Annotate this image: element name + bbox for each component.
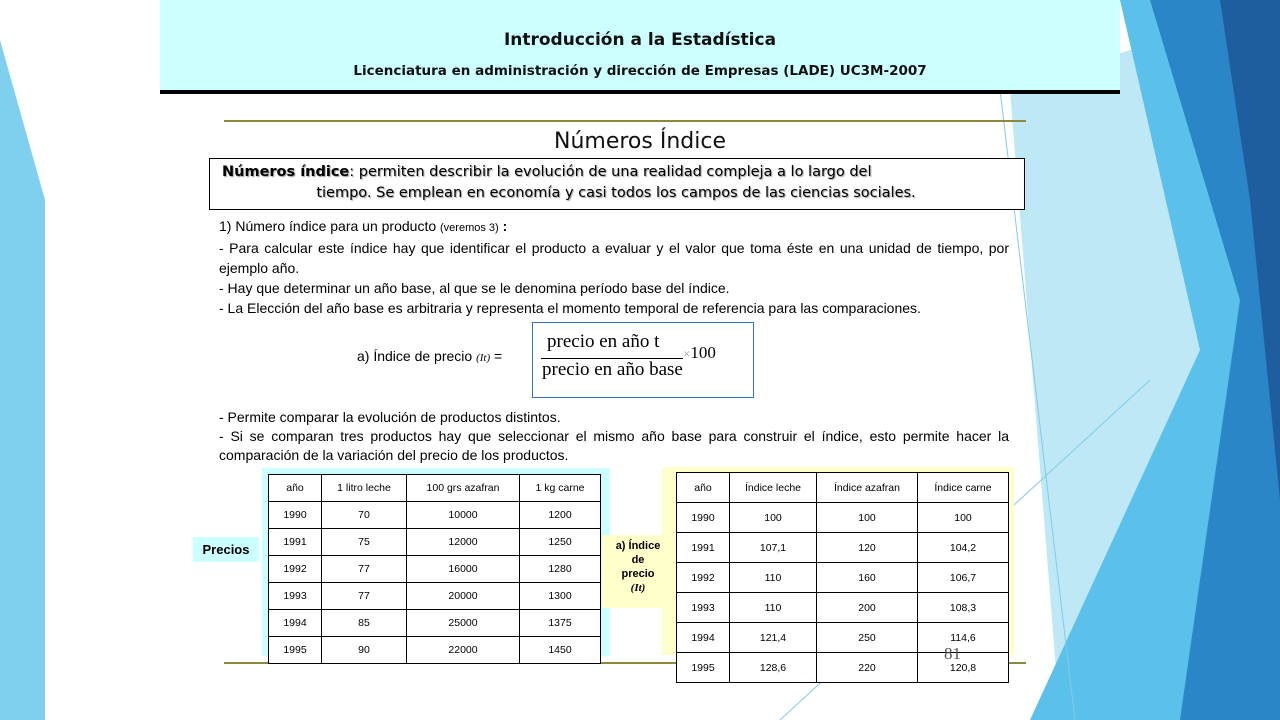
bullet-2: - Hay que determinar un año base, al que se le denomina período base del índice. [219,280,730,296]
times-sign: × [683,346,691,361]
table-cell: 1200 [520,502,601,529]
formula-denominator: precio en año base [542,359,683,380]
table-cell: 22000 [407,637,520,664]
definition-term: Números índice [222,164,350,180]
formula-factor: 100 [690,343,716,362]
table-cell: 90 [322,637,407,664]
slide-header [160,0,1120,94]
table-cell: 100 [918,503,1009,533]
table-row [269,610,601,637]
table-cell: 100 [730,503,817,533]
table-cell: 120 [817,533,918,563]
section-heading [219,216,1009,238]
index-label-line-3: precio [621,568,655,580]
table-cell: 1991 [269,529,322,556]
table-cell: 75 [322,529,407,556]
table-cell: 1450 [520,637,601,664]
header-cell: 1 kg carne [520,475,601,502]
definition-line-2: tiempo. Se emplean en economía y casi todos los campos de las ciencias sociales. [316,185,916,201]
header-cell: año [677,473,730,503]
table-cell: 1995 [677,653,730,683]
header-cell: 1 litro leche [322,475,407,502]
table-cell: 250 [817,623,918,653]
table-cell: 220 [817,653,918,683]
table-header-row [269,475,601,502]
table-cell: 1993 [677,593,730,623]
table-cell: 1280 [520,556,601,583]
table-cell: 1994 [269,610,322,637]
table-cell: 1994 [677,623,730,653]
bullet-1: - Para calcular este índice hay que identificar el producto a evaluar y el valor que toma éste en una unidad de tiempo, por ejemplo año. [219,240,1009,276]
table-cell: 1375 [520,610,601,637]
index-table-panel [662,467,1014,674]
index-label-line-1: a) Índice [615,540,661,552]
table-cell: 1990 [677,503,730,533]
section-heading-text: 1) Número índice para un producto [219,218,437,234]
table-cell: 25000 [407,610,520,637]
table-cell: 77 [322,556,407,583]
formula-numerator: precio en año t [547,331,660,352]
prices-table [268,474,601,664]
table-row [677,593,1009,623]
table-cell: 160 [817,563,918,593]
table-cell: 1995 [269,637,322,664]
table-row [677,563,1009,593]
table-cell: 104,2 [918,533,1009,563]
index-symbol: (It) [630,582,646,594]
table-cell: 1250 [520,529,601,556]
page-number: 81 [944,644,961,663]
bullet-3: - La Elección del año base es arbitraria y representa el momento temporal de referencia para las comparaciones. [219,300,921,316]
table-cell: 20000 [407,583,520,610]
header-cell: 100 grs azafran [407,475,520,502]
table-cell: 128,6 [730,653,817,683]
table-cell: 121,4 [730,623,817,653]
header-cell: año [269,475,322,502]
table-cell: 70 [322,502,407,529]
table-row [677,533,1009,563]
table-row [269,502,601,529]
table-cell: 107,1 [730,533,817,563]
definition-text: : permiten describir la evolución de una realidad compleja a lo largo del [349,164,872,180]
body-section-2 [219,408,1009,465]
table-cell: 1991 [677,533,730,563]
course-title: Introducción a la Estadística [503,30,777,50]
formula-symbol: (It) [476,352,491,364]
body-section-1 [219,216,1009,318]
header-cell: Índice leche [730,473,817,503]
table-cell: 1992 [269,556,322,583]
table-row [677,503,1009,533]
table-cell: 12000 [407,529,520,556]
prices-label: Precios [193,537,259,562]
formula-box [532,322,754,398]
table-cell: 106,7 [918,563,1009,593]
table-cell: 85 [322,610,407,637]
formula-label [357,348,502,364]
table-cell: 100 [817,503,918,533]
table-row [269,637,601,664]
header-cell: Índice carne [918,473,1009,503]
table-cell: 120,8 [918,653,1009,683]
left-blue-shape [0,40,45,720]
table-cell: 1990 [269,502,322,529]
bullet-4: - Permite comparar la evolución de productos distintos. [219,409,561,425]
table-cell: 77 [322,583,407,610]
formula-equals: = [494,348,503,364]
table-cell: 10000 [407,502,520,529]
slide-title: Números Índice [554,129,726,154]
formula-multiplier [683,343,716,363]
table-row [269,529,601,556]
table-cell: 110 [730,593,817,623]
table-header-row [677,473,1009,503]
header-cell: Índice azafran [817,473,918,503]
table-cell: 1993 [269,583,322,610]
table-cell: 16000 [407,556,520,583]
table-cell: 200 [817,593,918,623]
formula-label-text: a) Índice de precio [357,348,473,364]
table-row [269,583,601,610]
section-colon: : [498,218,508,234]
table-cell: 110 [730,563,817,593]
index-label-line-2: de [631,554,645,566]
bullet-5: - Si se comparan tres productos hay que seleccionar el mismo año base para construir el índice, esto permite hacer la comparación de la variación del precio de los productos. [219,428,1009,463]
table-cell: 108,3 [918,593,1009,623]
table-cell: 114,6 [918,623,1009,653]
section-note: (veremos 3) [440,222,499,234]
definition-box [209,158,1025,210]
prices-table-panel [262,468,610,656]
table-cell: 1992 [677,563,730,593]
table-row [269,556,601,583]
top-rule [224,120,1026,122]
table-cell: 1300 [520,583,601,610]
course-subtitle: Licenciatura en administración y dirección de Empresas (LADE) UC3M-2007 [353,63,927,79]
